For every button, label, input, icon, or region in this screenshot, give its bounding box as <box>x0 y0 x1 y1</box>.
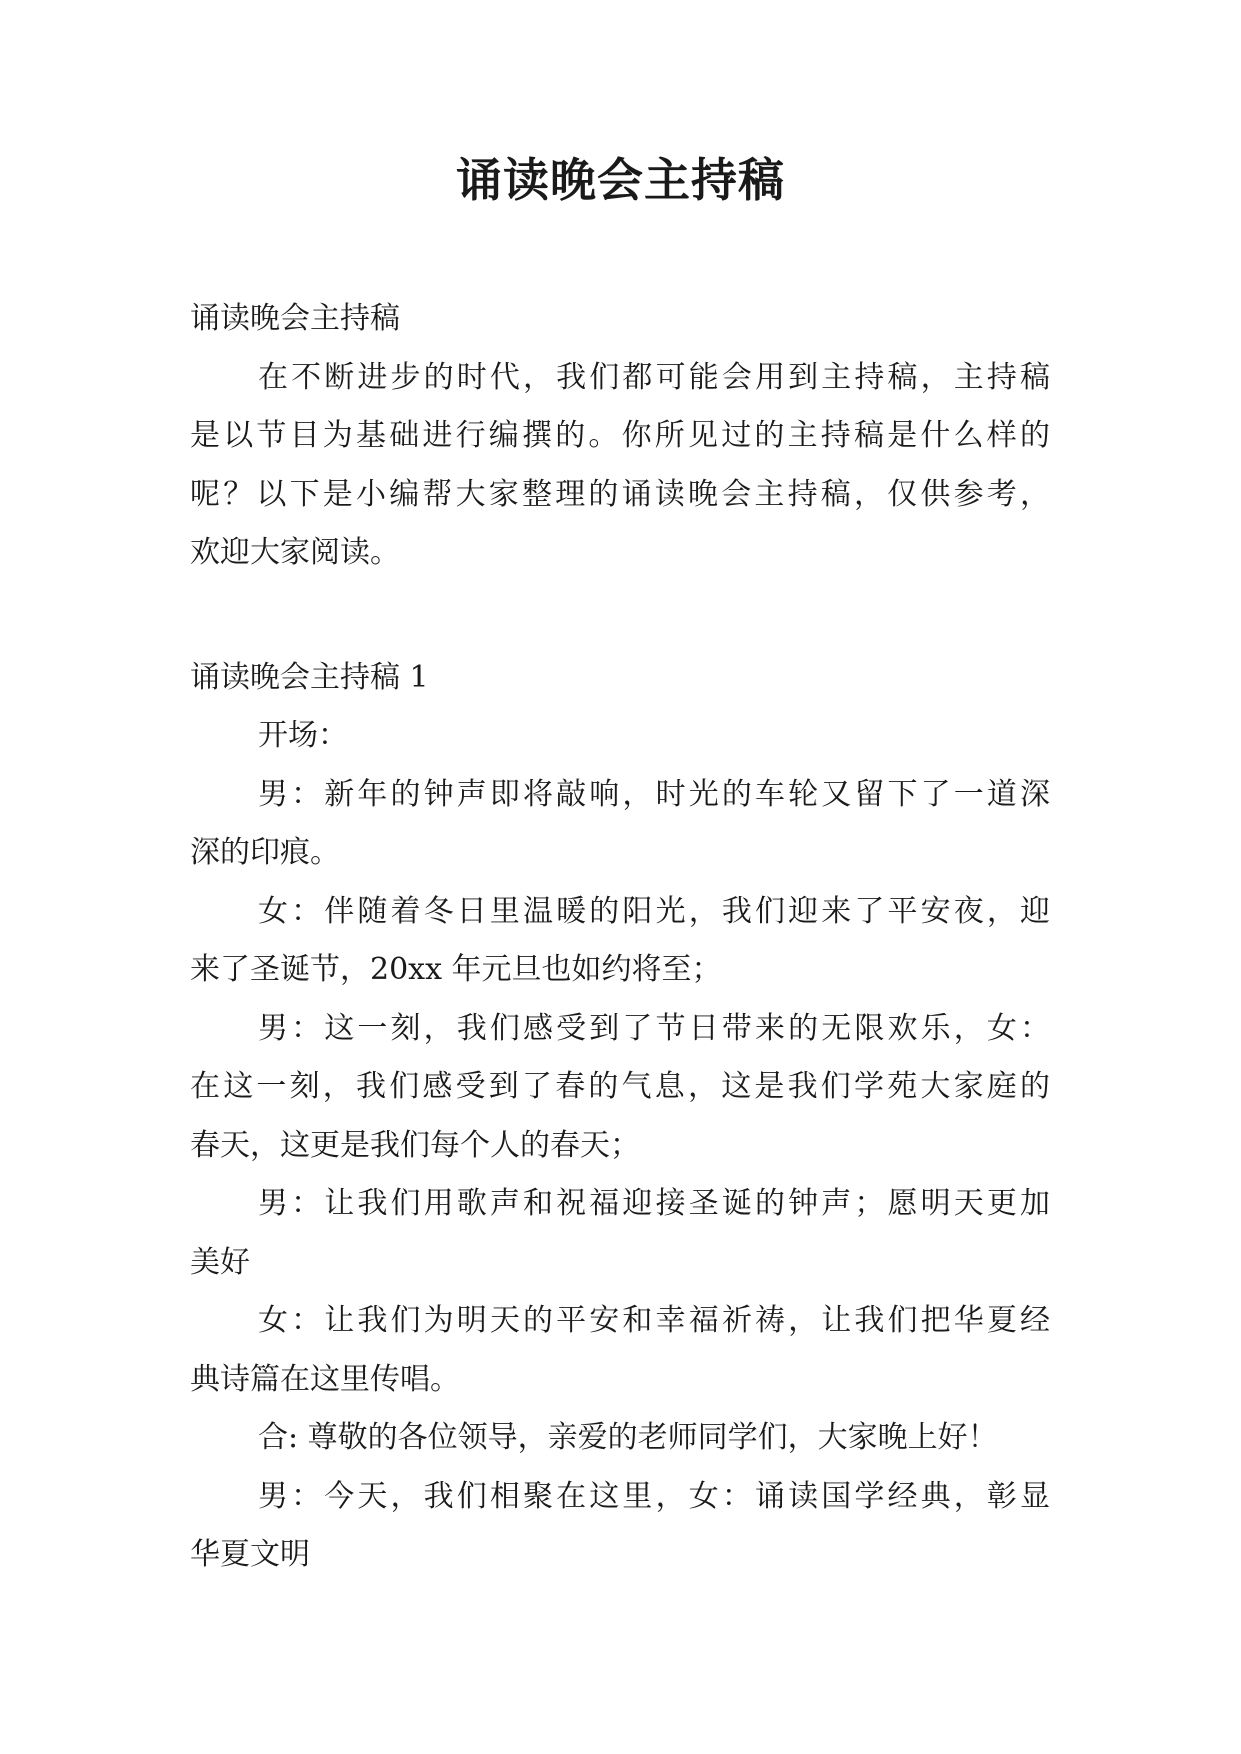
paragraph-line: 合: 尊敬的各位领导，亲爱的老师同学们，大家晚上好！ <box>258 1420 998 1455</box>
paragraph-line: 在这一刻，我们感受到了春的气息，这是我们学苑大家庭的 <box>190 1069 1050 1104</box>
section-heading: 诵读晚会主持稿 <box>190 301 400 336</box>
paragraph-line: 呢？以下是小编帮大家整理的诵读晚会主持稿，仅供参考， <box>190 476 1050 512</box>
paragraph-line: 男：今天，我们相聚在这里，女：诵读国学经典，彰显 <box>258 1478 1050 1514</box>
paragraph-line: 在不断进步的时代，我们都可能会用到主持稿，主持稿 <box>258 359 1050 395</box>
paragraph-line: 深的印痕。 <box>190 835 340 870</box>
paragraph-line: 女：让我们为明天的平安和幸福祈祷，让我们把华夏经 <box>258 1303 1050 1338</box>
document-body <box>190 290 1050 1585</box>
paragraph-line: 来了圣诞节，20xx 年元旦也如约将至； <box>190 952 722 987</box>
paragraph-line: 开场： <box>258 718 348 753</box>
paragraph-line: 华夏文明 <box>190 1537 310 1572</box>
paragraph-line: 男：让我们用歌声和祝福迎接圣诞的钟声；愿明天更加 <box>258 1186 1050 1221</box>
paragraph-line: 欢迎大家阅读。 <box>190 535 400 570</box>
section-heading: 诵读晚会主持稿 1 <box>190 659 429 695</box>
paragraph-line: 男：这一刻，我们感受到了节日带来的无限欢乐，女： <box>258 1010 1050 1046</box>
paragraph-line: 男：新年的钟声即将敲响，时光的车轮又留下了一道深 <box>258 776 1050 812</box>
paragraph-line: 典诗篇在这里传唱。 <box>190 1361 460 1397</box>
paragraph-line: 春天，这更是我们每个人的春天； <box>190 1127 640 1163</box>
paragraph-line: 美好 <box>190 1244 250 1280</box>
paragraph-line: 是以节目为基础进行编撰的。你所见过的主持稿是什么样的 <box>190 418 1050 453</box>
paragraph-line: 女：伴随着冬日里温暖的阳光，我们迎来了平安夜，迎 <box>258 893 1050 929</box>
paragraph-gap <box>190 583 1050 649</box>
document-title: 诵读晚会主持稿 <box>456 153 785 207</box>
